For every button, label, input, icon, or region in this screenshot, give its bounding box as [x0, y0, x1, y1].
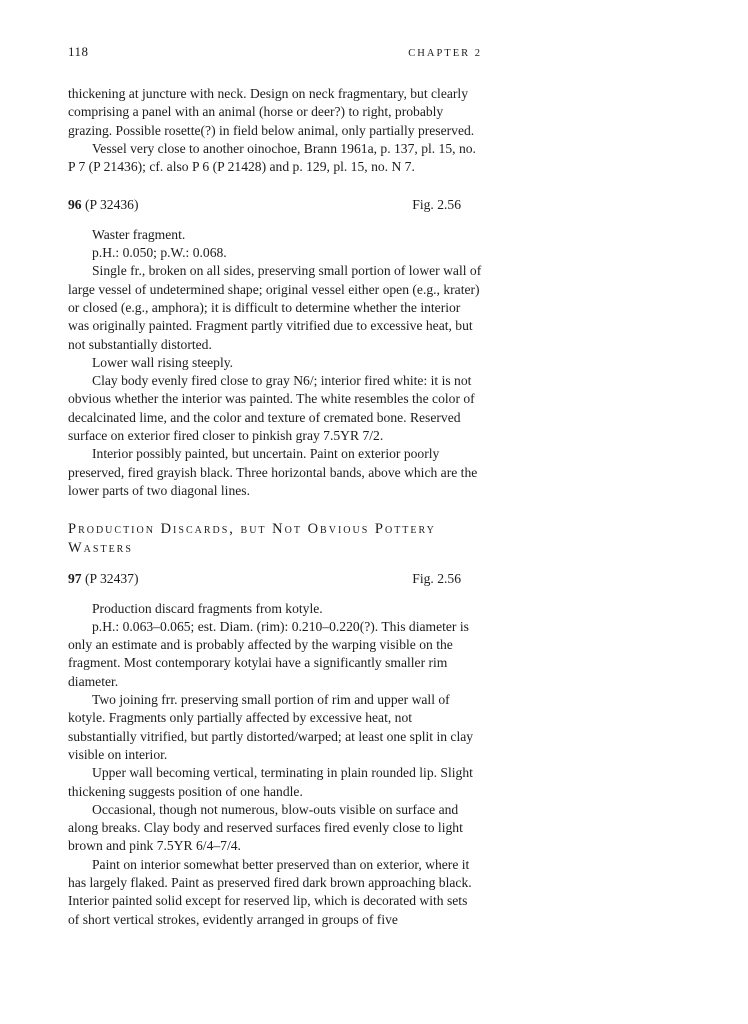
entry-97-figure-ref: Fig. 2.56	[412, 571, 461, 587]
intro-paragraph: Vessel very close to another oinochoe, Brann 1961a, p. 137, pl. 15, no. P 7 (P 21436); cf. also P 6 (P 21428) and p. 129, pl. 15, no. N 7.	[68, 140, 476, 175]
chapter-title: CHAPTER 2	[408, 48, 482, 59]
entry-96-paragraph: Clay body evenly fired close to gray N6/; interior fired white: it is not obvious whether the interior was painted. The white resembles the color of decalcinated lime, and the color and texture of cremated bone. Reserved surface on exterior fired closer to pinkish gray 7.5YR 7/2.	[68, 373, 475, 444]
entry-97-number: 97	[68, 571, 82, 587]
page	[68, 44, 482, 929]
intro-paragraph: thickening at juncture with neck. Design on neck fragmentary, but clearly comprising a panel with an animal (horse or deer?) to right, probably grazing. Possible rosette(?) in field below animal, only partially preserved.	[68, 86, 475, 138]
entry-96-paragraph: Single fr., broken on all sides, preserving small portion of lower wall of large vessel of undetermined shape; original vessel either open (e.g., krater) or closed (e.g., amphora); it is difficult to determine whether the interior was originally painted. Fragment partly vitrified due to excessive heat, but not substantially distorted.	[68, 263, 482, 352]
entry-97-paragraph: Two joining frr. preserving small portion of rim and upper wall of kotyle. Fragments only partially affected by excessive heat, not substantially vitrified, but partly distorted/warped; at least one split in clay visible on interior.	[68, 692, 474, 762]
entry-96-heading	[68, 196, 461, 214]
entry-97-paragraph: Production discard fragments from kotyle.	[92, 600, 323, 616]
entry-96-paragraph: Waster fragment.	[92, 226, 186, 242]
entry-96-figure-ref: Fig. 2.56	[412, 197, 461, 213]
entry-97-paragraph: Occasional, though not numerous, blow-outs visible on surface and along breaks. Clay body and reserved surfaces fired evenly close to light brown and pink 7.5YR 6/4–7/4.	[68, 801, 463, 854]
entry-96-paragraph: p.H.: 0.050; p.W.: 0.068.	[92, 245, 227, 261]
entry-96-paragraph: Lower wall rising steeply.	[92, 354, 234, 370]
entry-97-paragraph: Upper wall becoming vertical, terminating in plain rounded lip. Slight thickening suggests position of one handle.	[68, 765, 473, 799]
running-head	[68, 44, 482, 60]
entry-96-inventory: (P 32436)	[81, 197, 139, 213]
entry-96-number: 96	[68, 197, 82, 213]
page-number: 118	[68, 44, 89, 59]
entry-97-heading	[68, 570, 461, 588]
entry-96-paragraph: Interior possibly painted, but uncertain. Paint on exterior poorly preserved, fired grayish black. Three horizontal bands, above which are the lower parts of two diagonal lines.	[68, 446, 478, 498]
intro-text	[68, 85, 482, 176]
entry-97-inventory: (P 32437)	[81, 571, 139, 587]
entry-97-paragraph: Paint on interior somewhat better preserved than on exterior, where it has largely flaked. Paint as preserved fired dark brown approaching black. Interior painted solid except for reserved lip, which is decorated with sets of short vertical strokes, evidently arranged in groups of five	[68, 856, 472, 927]
entry-97-paragraph: p.H.: 0.063–0.065; est. Diam. (rim): 0.210–0.220(?). This diameter is only an estimate and is probably affected by the warping visible on the fragment. Most contemporary kotylai have a significantly smaller rim diameter.	[68, 618, 469, 689]
entry-96-text	[68, 226, 482, 500]
section-heading: Production Discards, but Not Obvious Pottery Wasters	[68, 521, 436, 557]
entry-97-text	[68, 600, 482, 929]
